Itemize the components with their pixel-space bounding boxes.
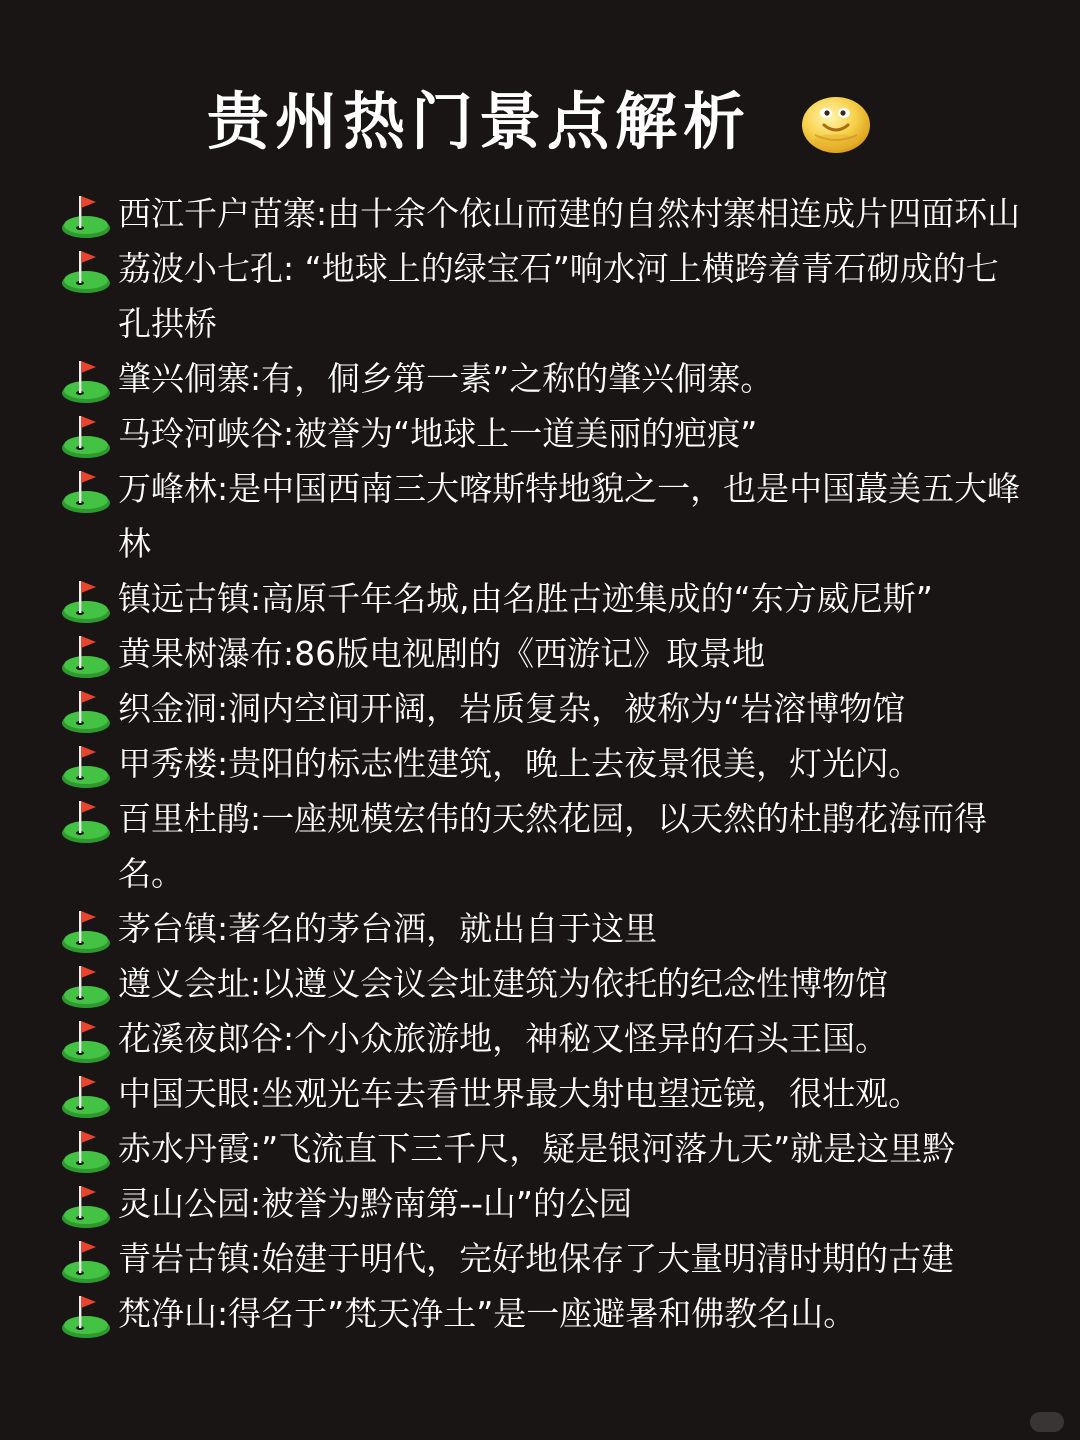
golf-flag-icon: [60, 573, 112, 625]
list-item: [60, 1011, 1030, 1066]
list-item: [60, 681, 1030, 736]
list-item: [60, 901, 1030, 956]
golf-flag-icon: [60, 353, 112, 405]
list-item-text: 荔波小七孔: “地球上的绿宝石”响水河上横跨着青石砌成的七孔拱桥: [118, 249, 999, 343]
list-item: [60, 1121, 1030, 1176]
list-item-text: 万峰林:是中国西南三大喀斯特地貌之一，也是中国蕞美五大峰林: [118, 469, 1021, 563]
golf-flag-icon: [60, 738, 112, 790]
list-item: [60, 571, 1030, 626]
golf-flag-icon: [60, 1178, 112, 1230]
golf-flag-icon: [60, 1013, 112, 1065]
list-item: [60, 1066, 1030, 1121]
golf-flag-icon: [60, 958, 112, 1010]
golf-flag-icon: [60, 793, 112, 845]
list-item: [60, 351, 1030, 406]
list-item: [60, 1231, 1030, 1286]
title-row: [0, 82, 1080, 162]
list-item: [60, 186, 1030, 241]
list-item: [60, 626, 1030, 681]
list-item: [60, 1176, 1030, 1231]
list-item-text: 黄果树瀑布:86版电视剧的《西游记》取景地: [118, 634, 766, 673]
list-item-text: 织金洞:洞内空间开阔，岩质复杂，被称为“岩溶博物馆: [118, 689, 906, 728]
list-item: [60, 956, 1030, 1011]
list-item-text: 肇兴侗寨:有，侗乡第一素”之称的肇兴侗寨。: [118, 359, 774, 398]
list-item-text: 西江千户苗寨:由十余个依山而建的自然村寨相连成片四面环山: [118, 194, 1021, 233]
list-item-text: 灵山公园:被誉为黔南第--山”的公园: [118, 1184, 633, 1223]
golf-flag-icon: [60, 463, 112, 515]
list-item: [60, 241, 1030, 351]
golf-flag-icon: [60, 408, 112, 460]
list-item-text: 镇远古镇:高原千年名城,由名胜古迹集成的“东方威尼斯”: [118, 579, 933, 618]
list-item: [60, 1286, 1030, 1341]
golf-flag-icon: [60, 188, 112, 240]
list-item-text: 甲秀楼:贵阳的标志性建筑，晚上去夜景很美，灯光闪。: [118, 744, 922, 783]
golf-flag-icon: [60, 243, 112, 295]
golf-flag-icon: [60, 1123, 112, 1175]
golf-flag-icon: [60, 903, 112, 955]
list-item-text: 马玲河峡谷:被誉为“地球上一道美丽的疤痕”: [118, 414, 758, 453]
golf-flag-icon: [60, 683, 112, 735]
attractions-list: [60, 186, 1030, 1341]
smiling-face-emoji-icon: [799, 89, 873, 155]
golf-flag-icon: [60, 1233, 112, 1285]
page-title: 贵州热门景点解析: [206, 85, 751, 158]
list-item: [60, 791, 1030, 901]
list-item: [60, 461, 1030, 571]
golf-flag-icon: [60, 1288, 112, 1340]
golf-flag-icon: [60, 628, 112, 680]
watermark-logo: [1030, 1412, 1064, 1432]
golf-flag-icon: [60, 1068, 112, 1120]
list-item-text: 梵净山:得名于”梵天净土”是一座避暑和佛教名山。: [118, 1294, 857, 1333]
list-item-text: 百里杜鹃:一座规模宏伟的天然花园，以天然的杜鹃花海而得名。: [118, 799, 988, 893]
list-item-text: 赤水丹霞:”飞流直下三千尺，疑是银河落九天”就是这里黔: [118, 1129, 956, 1168]
list-item-text: 青岩古镇:始建于明代，完好地保存了大量明清时期的古建: [118, 1239, 955, 1278]
list-item: [60, 406, 1030, 461]
list-item: [60, 736, 1030, 791]
list-item-text: 花溪夜郎谷:个小众旅游地，神秘又怪异的石头王国。: [118, 1019, 889, 1058]
list-item-text: 遵义会址:以遵义会议会址建筑为依托的纪念性博物馆: [118, 964, 889, 1003]
list-item-text: 中国天眼:坐观光车去看世界最大射电望远镜，很壮观。: [118, 1074, 922, 1113]
list-item-text: 茅台镇:著名的茅台酒，就出自于这里: [118, 909, 658, 948]
